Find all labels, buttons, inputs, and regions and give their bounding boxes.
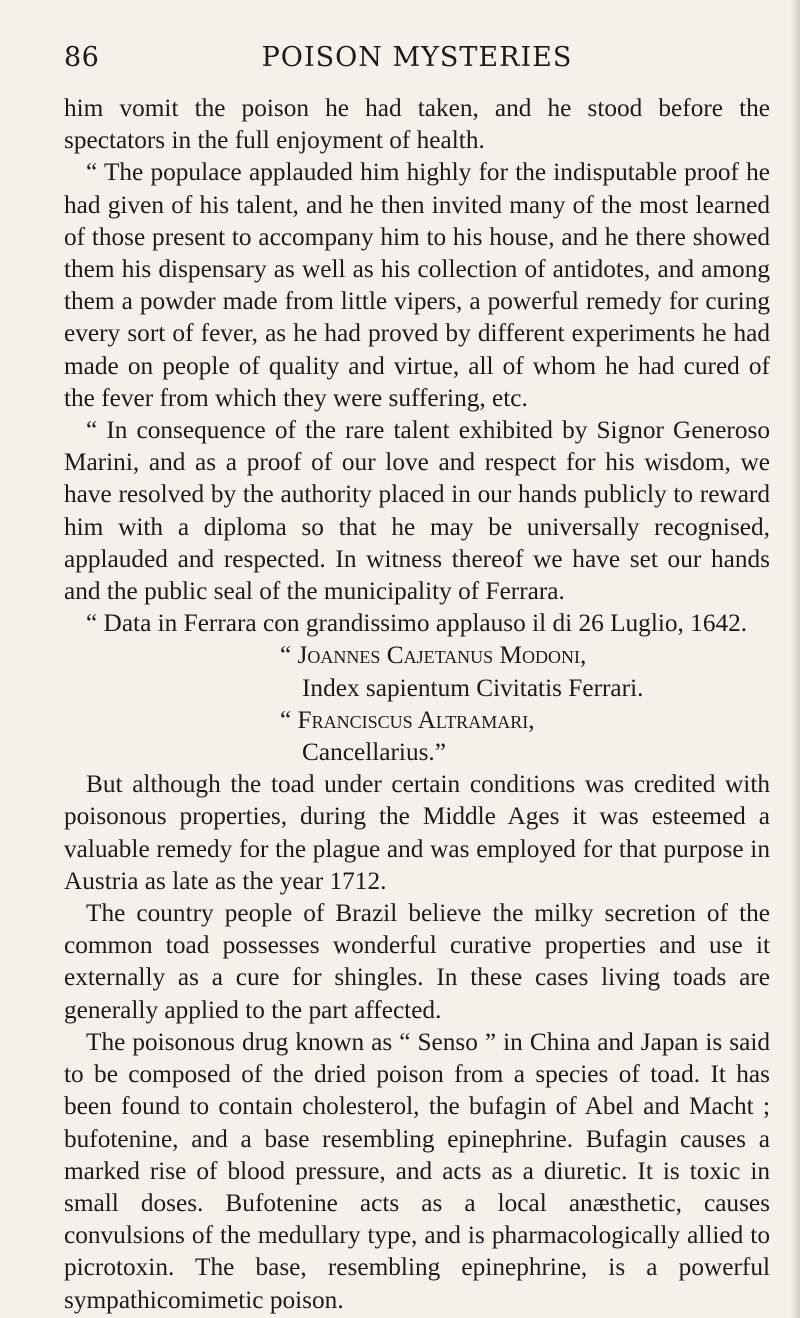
paragraph-quote-populace: “ The populace applauded him highly for the indisputable proof he had given of his talent, and he then invited many of the most learned of those present to accompany him to his house, and he there showed them his dispensary as well as his collection of antidotes, and among them a powder made from little vipers, a powerful remedy for curing every sort of fever, as he had proved by different experiments he had made on people of quality and virtue, all of whom he had cured of the fever from which they were suffering, etc. <box>64 158 770 412</box>
paragraph-continuation: him vomit the poison he had taken, and he stood before the spectators in the full enjoyment of health. <box>64 94 770 155</box>
signature-name-modoni: “ Joannes Cajetanus Modoni, <box>280 641 587 670</box>
paragraph-toad-remedy: But although the toad under certain conditions was credited with poisonous properties, during the Middle Ages it was esteemed a valuable remedy for the plague and was employed for that purpose in Austria as late as the year 1712. <box>64 770 770 895</box>
body-text <box>64 92 770 1316</box>
signature-title-modoni: Index sapientum Civitatis Ferrari. <box>302 673 644 702</box>
running-title: POISON MYSTERIES <box>261 42 573 73</box>
signature-title-altramari: Cancellarius.” <box>302 738 446 767</box>
page-number: 86 <box>64 42 100 73</box>
paragraph-quote-consequence: “ In consequence of the rare talent exhibited by Signor Generoso Marini, and as a proof of our love and respect for his wisdom, we have resolved by the authority placed in our hands publicly to reward him with a diploma so that he may be universally recognised, applauded and respected. In witness thereof we have set our hands and the public seal of the municipality of Ferrara. <box>64 416 770 606</box>
signature-name-altramari: “ Franciscus Altramari, <box>280 705 535 734</box>
paragraph-brazil: The country people of Brazil believe the milky secretion of the common toad possesses wonderful curative properties and use it externally as a cure for shingles. In these cases living toads are generally applied to the part affected. <box>64 899 770 1024</box>
page-edge-shadow <box>790 0 800 1318</box>
running-head <box>64 42 770 82</box>
paragraph-quote-data: “ Data in Ferrara con grandissimo applauso il di 26 Luglio, 1642. <box>86 609 748 638</box>
paragraph-senso: The poisonous drug known as “ Senso ” in China and Japan is said to be composed of the dried poison from a species of toad. It has been found to contain cholesterol, the bufagin of Abel and Macht ; bufotenine, and a base resembling epinephrine. Bufagin causes a marked rise of blood pressure, and acts as a diuretic. It is toxic in small doses. Bufotenine acts as a local anæsthetic, causes convulsions of the medullary type, and is pharmacologically allied to picrotoxin. The base, resembling epinephrine, is a powerful sympathicomimetic poison. <box>64 1027 770 1314</box>
